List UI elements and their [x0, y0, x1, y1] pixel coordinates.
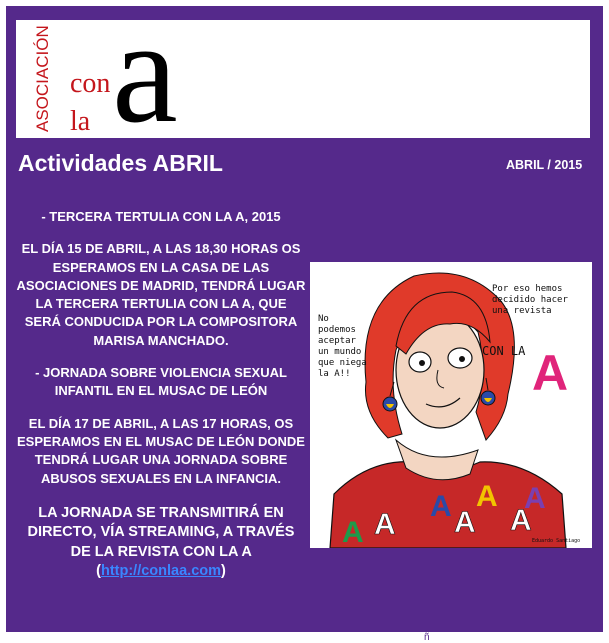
close-paren: ) [221, 563, 226, 580]
illus-right-note: Por eso hemos decidido hacer una revista [492, 284, 568, 316]
illus-left-note: No podemos aceptar un mundo que niega la A!! [318, 314, 367, 379]
page-title: Actividades ABRIL [18, 150, 223, 176]
illus-con-la: CON LA [482, 344, 526, 358]
stream-text: LA JORNADA SE TRANSMITIRÁ EN DIRECTO, VÍA STREAMING, A TRAVÉS DE LA REVISTA CON LA A [27, 504, 295, 560]
article-text [16, 208, 306, 582]
logo-big-a: a [112, 0, 178, 154]
svg-text:A: A [476, 480, 498, 513]
issue-date: ABRIL / 2015 [506, 158, 583, 172]
svg-text:A: A [430, 490, 452, 523]
svg-text:A: A [524, 482, 546, 515]
svg-text:A: A [454, 506, 476, 539]
svg-text:A: A [510, 504, 532, 537]
conlaa-link[interactable]: http://conlaa.com [100, 563, 222, 580]
logo-vertical-text [28, 20, 54, 138]
item1-title: - TERCERA TERTULIA CON LA A, 2015 [41, 209, 281, 224]
svg-text:A: A [342, 516, 364, 548]
logo-la-text: la [70, 106, 91, 137]
item1-body: EL DÍA 15 DE ABRIL, A LAS 18,30 HORAS OS ESPERAMOS EN LA CASA DE LAS ASOCIACIONES DE MADRID, TENDRÁ LUGAR LA TERCERA TERTULIA CON LA A, QUE SERÁ CONDUCIDA POR LA COMPOSITORA MARISA MANCHADO. [16, 241, 306, 348]
footer-stray-char: ñ [424, 632, 430, 643]
stream-paragraph [16, 504, 306, 582]
open-paren: ( [96, 563, 101, 580]
item2-body: EL DÍA 17 DE ABRIL, A LAS 17 HORAS, OS ESPERAMOS EN EL MUSAC DE LEÓN DONDE TENDRÁ LUGAR UNA JORNADA SOBRE ABUSOS SEXUALES EN LA INFANCIA. [17, 415, 305, 486]
illus-big-a: A [532, 345, 569, 401]
logo-asociacion-text: ASOCIACIÓN [33, 25, 52, 132]
illustration [310, 262, 592, 548]
logo-con-text: con [70, 68, 111, 99]
header-banner [16, 0, 590, 154]
item2-title: - JORNADA SOBRE VIOLENCIA SEXUAL INFANTIL EN EL MUSAC DE LEÓN [35, 365, 287, 399]
illus-signature: Eduardo Santiago [532, 538, 581, 544]
svg-text:A: A [374, 508, 396, 541]
